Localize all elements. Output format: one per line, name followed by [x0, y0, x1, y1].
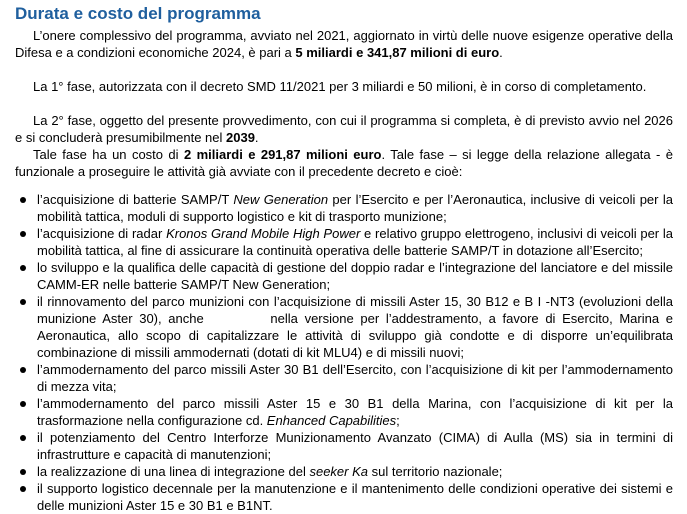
list-item — [15, 191, 673, 225]
list-item — [15, 480, 673, 514]
bullet-icon — [20, 435, 26, 441]
bullet-icon — [20, 197, 26, 203]
bullet-icon — [20, 231, 26, 237]
list-item — [15, 259, 673, 293]
list-item-text: l’acquisizione di radar — [37, 226, 167, 241]
list-item-text: la realizzazione di una linea di integrazione del — [37, 464, 310, 479]
list-item — [15, 293, 677, 361]
list-item-text: l’ammodernamento del parco missili Aster 15 e 30 B1 della Marina, con l’acquisizione di kit per la trasformazione nella configurazione cd. — [37, 396, 673, 428]
paragraph-text: Tale fase ha un costo di — [33, 147, 184, 162]
list-item-emphasis: Enhanced Capabilities — [266, 413, 397, 428]
section-heading: Durata e costo del programma — [15, 4, 261, 23]
paragraph-text: . Tale fase – si legge della relazione allegata - è funzionale a proseguire le attività già avviate con il precedente decreto e cioè: — [15, 147, 674, 179]
phase-2-cost-amount: 2 miliardi e 291,87 milioni euro — [183, 147, 382, 162]
list-item-emphasis: New Generation — [233, 192, 329, 207]
list-item — [15, 429, 673, 463]
bullet-icon — [20, 265, 26, 271]
list-item-text: il rinnovamento del parco munizioni con l’acquisizione di missili Aster 15, 30 B12 e B I -NT3 (evoluzioni della munizione Aster 30), anche nella versione per l’addestramento, a favore di Esercito, Marina e Aeronautica, allo scopo di capitalizzare le attività di sviluppo già condotte e di disporre un’equilibrata combinazione di missili ammodernati (dotati di kit MLU4) e di missili nuovi; — [37, 294, 677, 360]
list-item — [15, 395, 673, 429]
list-item-text: lo sviluppo e la qualifica delle capacità di gestione del doppio radar e l’integrazione del lanciatore e del missile CAMM-ER nelle batterie SAMP/T New Generation; — [37, 260, 673, 292]
list-item-text: il supporto logistico decennale per la manutenzione e il mantenimento delle condizioni operative dei sistemi e delle munizioni Aster 15 e 30 B1 e B1NT. — [37, 481, 673, 513]
paragraph-text: La 2° fase, oggetto del presente provvedimento, con cui il programma si completa, è di previsto avvio nel 2026 e si concluderà presumibilmente nel — [15, 113, 673, 145]
paragraph-phase-2 — [15, 112, 673, 146]
list-item — [15, 225, 673, 259]
paragraph-phase-1: La 1° fase, autorizzata con il decreto SMD 11/2021 per 3 miliardi e 50 milioni, è in corso di completamento. — [33, 79, 647, 94]
bullet-icon — [20, 486, 26, 492]
list-item-text: sul territorio nazionale; — [368, 464, 503, 479]
paragraph-text: . — [499, 45, 503, 60]
bullet-icon — [20, 299, 26, 305]
list-item-text: l’ammodernamento del parco missili Aster 30 B1 dell’Esercito, con l’acquisizione di kit per l’ammodernamento di mezza vita; — [37, 362, 673, 394]
list-item-text: ; — [396, 413, 400, 428]
list-item-text: il potenziamento del Centro Interforze Munizionamento Avanzato (CIMA) di Aulla (MS) sia in termini di infrastrutture e capacità di manutenzioni; — [37, 430, 673, 462]
list-item-emphasis: Kronos Grand Mobile High Power — [166, 226, 361, 241]
paragraph-text: . — [254, 130, 259, 145]
bullet-icon — [20, 367, 26, 373]
list-item-text: l’acquisizione di batterie SAMP/T — [37, 192, 234, 207]
list-item-text: e relativo gruppo elettrogeno, inclusivi di veicoli per la mobilità tattica, al fine di assicurare la continuità operativa delle batterie SAMP/T in dotazione all’Esercito; — [37, 226, 674, 258]
activities-list — [15, 191, 677, 514]
paragraph-total-cost — [15, 27, 673, 61]
list-item-emphasis: seeker Ka — [309, 464, 369, 479]
list-item — [15, 361, 673, 395]
list-item-text: per l’Esercito e per l’Aeronautica, inclusive di veicoli per la mobilità tattica, moduli di supporto logistico e kit di trasporto munizione; — [37, 192, 673, 224]
paragraph-text: L’onere complessivo del programma, avviato nel 2021, aggiornato in virtù delle nuove esigenze operative della Difesa e a condizioni economiche 2024, è pari a — [15, 28, 673, 60]
bullet-icon — [20, 401, 26, 407]
paragraph-phase-2-cost — [15, 146, 673, 180]
end-year: 2039 — [226, 130, 255, 145]
list-item — [15, 463, 673, 480]
total-cost-amount: 5 miliardi e 341,87 milioni di euro — [295, 45, 500, 60]
bullet-icon — [20, 469, 26, 475]
